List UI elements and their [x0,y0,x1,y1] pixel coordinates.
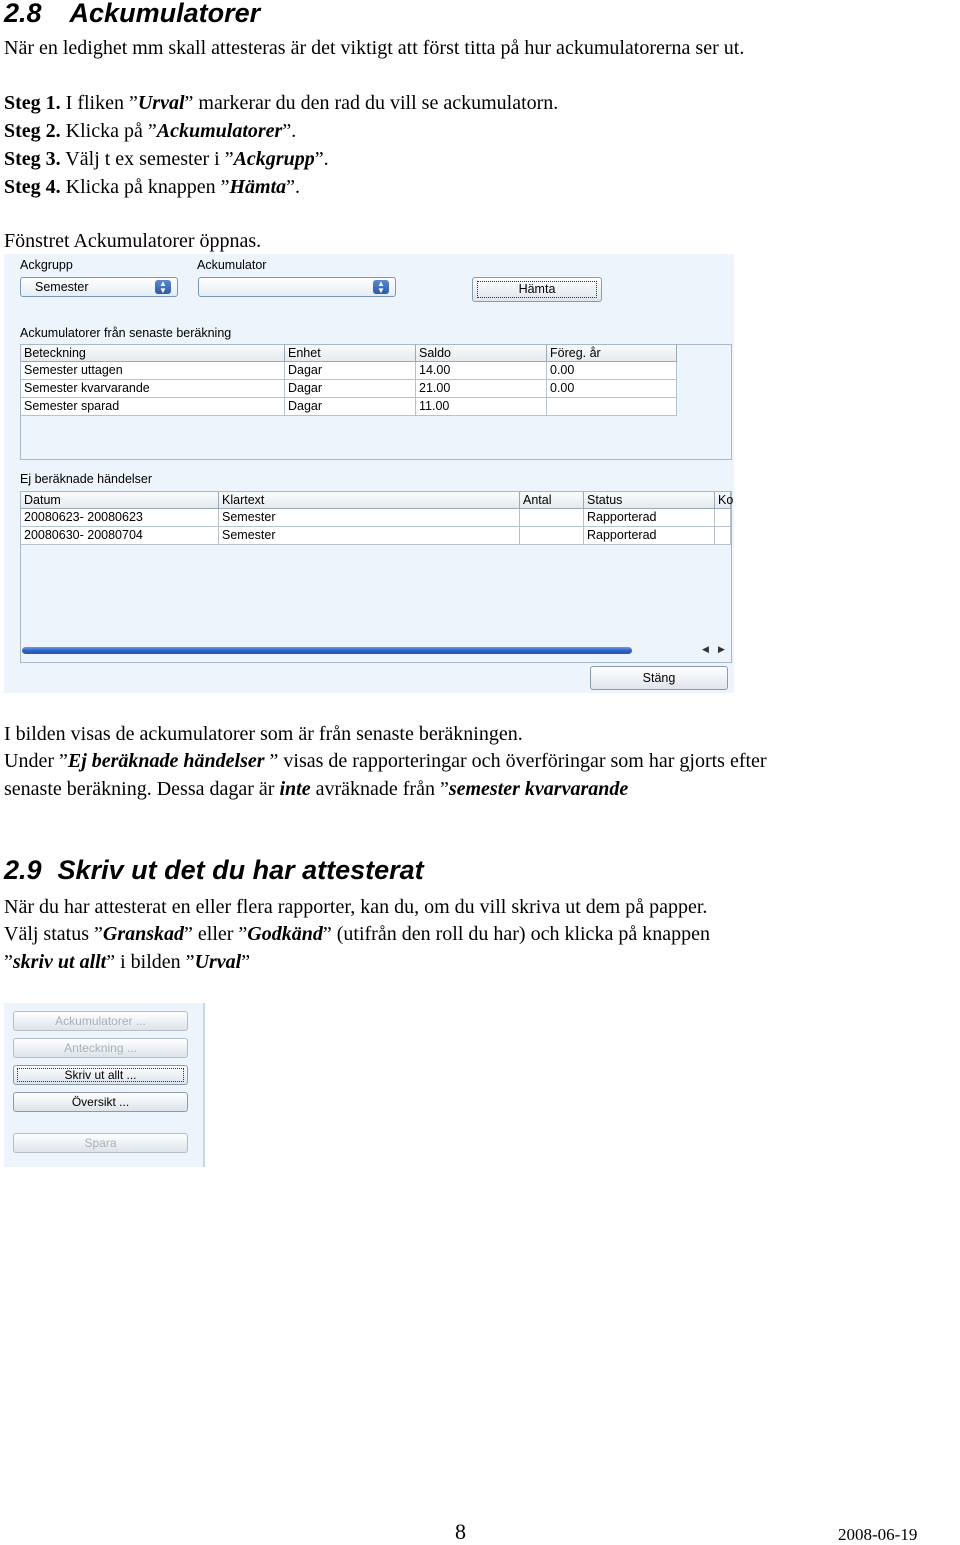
table-cell[interactable]: 0.00 [547,362,677,380]
stang-button[interactable] [590,666,728,690]
table-cell[interactable]: 21.00 [416,380,547,398]
after-text-3 [4,776,628,803]
step-term: Ackumulatorer [156,120,283,142]
hamta-button[interactable] [472,277,602,302]
text: senaste beräkning. Dessa dagar är [4,778,280,800]
table-cell[interactable]: Rapporterad [584,527,715,545]
step-text: I fliken ” [60,92,138,114]
page-number: 8 [455,1519,466,1544]
column-header[interactable]: Föreg. år [547,345,677,362]
anteckning-button[interactable] [13,1038,188,1058]
button-label: Skriv ut allt ... [64,1068,137,1082]
section-2-9-line-1: När du har attesterat en eller flera rapporter, kan du, om du vill skriva ut dem på papper. [4,896,708,918]
text-term: semester kvarvarande [448,778,629,800]
section-number: 2.9 [4,855,42,885]
spara-button[interactable] [13,1133,188,1153]
step-text: ”. [314,148,329,170]
step-label: Steg 4. [4,176,61,198]
section-title: Skriv ut det du har attesterat [57,855,424,885]
scroll-left-icon[interactable]: ◀ [702,644,709,654]
table-cell[interactable]: 14.00 [416,362,547,380]
section-heading-2-9 [4,855,424,886]
section-title: Ackumulatorer [69,0,261,28]
step-term: Urval [137,92,185,114]
section-2-9-line-2 [4,921,710,948]
column-header[interactable]: Beteckning [21,345,285,362]
ackumulator-select[interactable] [198,277,396,297]
step-term: Hämta [229,176,287,198]
text: ” i bilden ” [106,951,195,973]
table-cell[interactable]: Semester kvarvarande [21,380,285,398]
window-opens-text: Fönstret Ackumulatorer öppnas. [4,230,262,252]
step-1 [4,90,558,117]
after-text-2 [4,748,767,775]
step-text: ”. [282,120,297,142]
table-cell[interactable]: Semester [219,527,520,545]
table-cell[interactable] [520,509,584,527]
step-3 [4,146,329,173]
table-cell[interactable]: Semester uttagen [21,362,285,380]
grid-empty-area [21,416,677,459]
column-header[interactable]: Saldo [416,345,547,362]
text: ” visas de rapporteringar och överföringar som har gjorts efter [264,750,767,772]
step-label: Steg 1. [4,92,61,114]
button-label: Spara [84,1136,117,1150]
step-text: ”. [286,176,301,198]
text-term: Urval [194,951,242,973]
table-cell[interactable] [715,527,731,545]
table-cell[interactable] [547,398,677,416]
section-number: 2.8 [4,0,42,28]
ackumulator-label: Ackumulator [197,258,267,272]
hamta-button-label: Hämta [518,282,556,296]
events-table [20,491,732,663]
step-text: Välj t ex semester i ” [60,148,234,170]
dropdown-arrow-icon: ▲ ▼ [373,280,389,294]
accumulators-table [20,344,732,460]
step-label: Steg 2. [4,120,61,142]
events-section-label: Ej beräknade händelser [20,472,153,486]
step-text: ” markerar du den rad du vill se ackumulatorn. [184,92,559,114]
table-cell[interactable]: Dagar [285,398,416,416]
table-cell[interactable]: 0.00 [547,380,677,398]
step-4 [4,174,300,201]
ackumulatorer-button[interactable] [13,1011,188,1031]
skriv-ut-allt-button[interactable] [13,1065,188,1085]
ackgrupp-select[interactable] [20,277,178,297]
grid-empty-area [677,345,731,459]
oversikt-button[interactable] [13,1092,188,1112]
section-heading-2-8 [4,0,260,29]
table-cell[interactable] [520,527,584,545]
text: Välj status ” [4,923,103,945]
button-label: Anteckning ... [64,1041,137,1055]
text: ” eller ” [184,923,248,945]
text: ” (utifrån den roll du har) och klicka på knappen [322,923,710,945]
text-term: skriv ut allt [12,951,107,973]
column-header[interactable]: Datum [21,492,219,509]
table-cell[interactable]: 11.00 [416,398,547,416]
step-term: Ackgrupp [233,148,315,170]
text: ” [241,951,251,973]
table-cell[interactable]: Rapporterad [584,509,715,527]
ackgrupp-value: Semester [35,280,89,294]
text: ” [4,951,13,973]
text: avräknade från ” [310,778,449,800]
intro-paragraph: När en ledighet mm skall attesteras är det viktigt att först titta på hur ackumulatorerna ser ut. [4,37,745,59]
dropdown-arrow-icon: ▲ ▼ [155,280,171,294]
button-label: Ackumulatorer ... [55,1014,146,1028]
table-cell[interactable]: Dagar [285,380,416,398]
text-term: Ej beräknade händelser [67,750,265,772]
text-term: inte [279,778,311,800]
table-cell[interactable]: 20080623- 20080623 [21,509,219,527]
horizontal-scrollbar-thumb[interactable] [22,647,632,654]
column-header[interactable]: Status [584,492,715,509]
stang-button-label: Stäng [642,671,676,685]
table-cell[interactable]: Dagar [285,362,416,380]
text: Under ” [4,750,68,772]
table-cell[interactable] [715,509,731,527]
section-2-9-line-3 [4,949,250,976]
action-button-panel [4,1003,205,1167]
text-term: Granskad [102,923,185,945]
ackgrupp-label: Ackgrupp [20,258,73,272]
table-cell[interactable]: 20080630- 20080704 [21,527,219,545]
ackumulatorer-window [4,254,734,693]
step-label: Steg 3. [4,148,61,170]
table-cell[interactable]: Semester [219,509,520,527]
text-term: Godkänd [247,923,323,945]
step-text: Klicka på knappen ” [60,176,230,198]
column-header[interactable]: Klartext [219,492,520,509]
button-label: Översikt ... [71,1095,130,1109]
acc-section-label: Ackumulatorer från senaste beräkning [20,326,232,340]
table-cell[interactable]: Semester sparad [21,398,285,416]
step-text: Klicka på ” [60,120,157,142]
column-header[interactable]: Enhet [285,345,416,362]
column-header[interactable]: Antal [520,492,584,509]
after-text-1: I bilden visas de ackumulatorer som är från senaste beräkningen. [4,723,523,745]
scroll-right-icon[interactable]: ▶ [718,644,725,654]
grid-empty-area [21,545,731,662]
column-header[interactable]: Ko [715,492,731,509]
footer-date: 2008-06-19 [838,1525,918,1544]
step-2 [4,118,296,145]
